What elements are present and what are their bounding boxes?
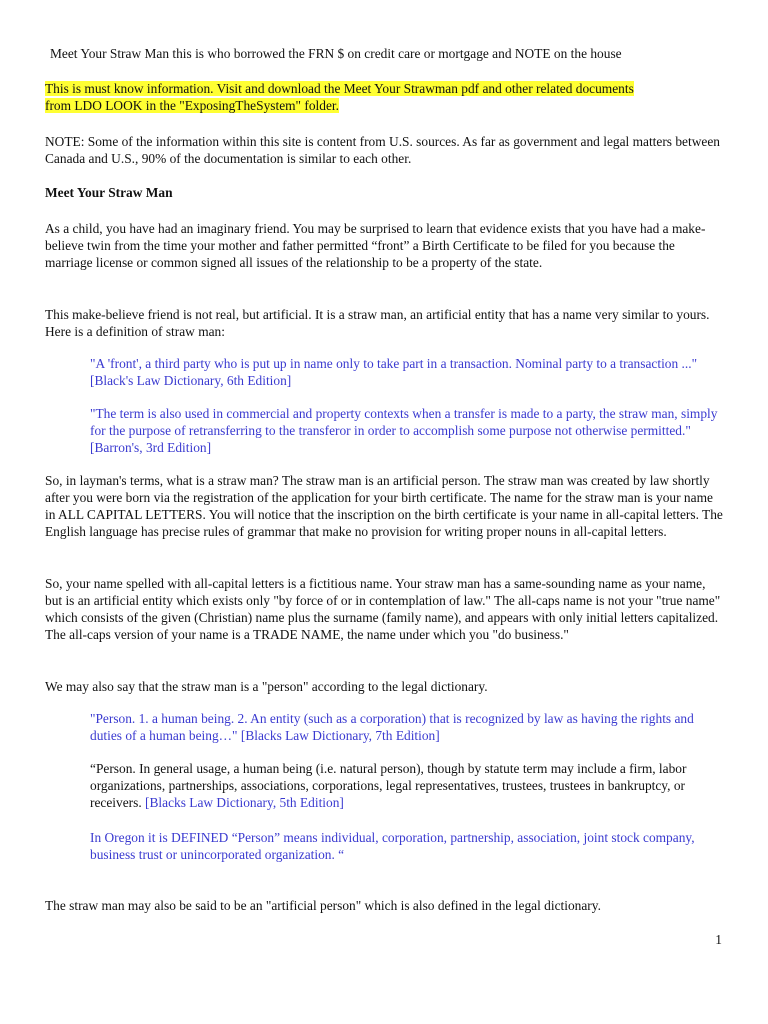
note-paragraph: NOTE: Some of the information within this site is content from U.S. sources. As far as government and legal matters between Canada and U.S., 90% of the documentation is similar to each other. — [45, 134, 720, 166]
quote-blacks-5th-citation: [Blacks Law Dictionary, 5th Edition] — [145, 795, 344, 810]
highlight-line-1: This is must know information. Visit and download the Meet Your Strawman pdf and other related documents — [45, 81, 634, 96]
paragraph-3: So, in layman's terms, what is a straw man? The straw man is an artificial person. The straw man was created by law shortly after you were born via the registration of the application for your birth certificate. The name for the straw man is your name in ALL CAPITAL LETTERS. You will notice that the inscription on the birth certificate is your name in all-capital letters. The English language has precise rules of grammar that make no provision for writing proper nouns in all-capital letters. — [45, 473, 723, 539]
quote-oregon-definition: In Oregon it is DEFINED “Person” means individual, corporation, partnership, association, joint stock company, business trust or unincorporated organization. “ — [90, 830, 695, 862]
highlighted-notice — [45, 80, 725, 114]
paragraph-1: As a child, you have had an imaginary friend. You may be surprised to learn that evidence exists that you have had a make-believe twin from the time your mother and father permitted “front” a Birth Certificate to be filed for you because the marriage license or common signed all issues of the relationship to be a property of the state. — [45, 221, 706, 270]
quote-blacks-5th — [90, 760, 722, 811]
quote-blacks-7th: "Person. 1. a human being. 2. An entity (such as a corporation) that is recognized by law as having the rights and duties of a human being…" [Blacks Law Dictionary, 7th Edition] — [90, 711, 694, 743]
page-number: 1 — [715, 932, 722, 947]
quote-barrons: "The term is also used in commercial and property contexts when a transfer is made to a party, the straw man, simply for the purpose of retransferring to the transferor in order to accomplish some purpose not otherwise permitted." [Barron's, 3rd Edition] — [90, 406, 718, 455]
paragraph-6: The straw man may also be said to be an "artificial person" which is also defined in the legal dictionary. — [45, 898, 601, 913]
paragraph-4: So, your name spelled with all-capital letters is a fictitious name. Your straw man has a same-sounding name as your name, but is an artificial entity which exists only "by force of or in contemplation of law." The all-caps name is not your "true name" which consists of the given (Christian) name plus the surname (family name), and appears with only initial letters capitalized. The all-caps version of your name is a TRADE NAME, the name under which you "do business." — [45, 576, 721, 642]
quote-blacks-5th-text: “Person. In general usage, a human being (i.e. natural person), though by statute term may include a firm, labor organizations, partnerships, associations, corporations, legal representatives, trustees, trustees in bankruptcy, or receivers. — [90, 761, 687, 810]
quote-blacks-6th: "A 'front', a third party who is put up in name only to take part in a transaction. Nominal party to a transaction ..." [Black's Law Dictionary, 6th Edition] — [90, 356, 698, 388]
paragraph-2: This make-believe friend is not real, but artificial. It is a straw man, an artificial entity that has a name very similar to yours. Here is a definition of straw man: — [45, 307, 710, 339]
paragraph-5: We may also say that the straw man is a "person" according to the legal dictionary. — [45, 679, 488, 694]
header-line: Meet Your Straw Man this is who borrowed the FRN $ on credit care or mortgage and NOTE on the house — [50, 46, 622, 61]
section-heading: Meet Your Straw Man — [45, 185, 173, 200]
highlight-line-2: from LDO LOOK in the "ExposingTheSystem" folder. — [45, 98, 339, 113]
